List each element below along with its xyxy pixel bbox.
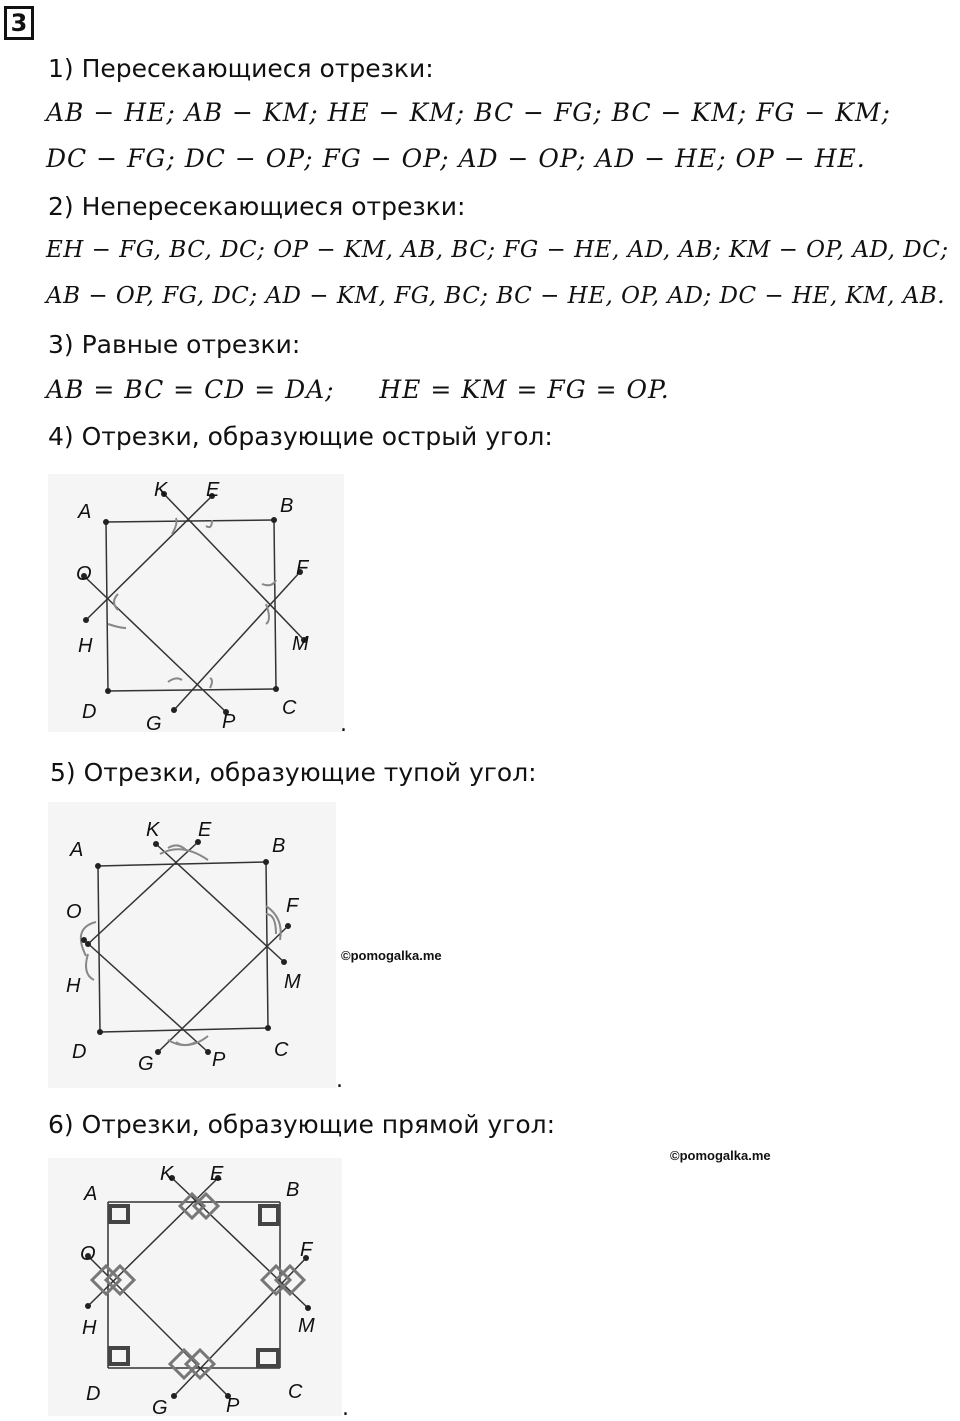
label-E: E	[198, 819, 212, 841]
label-F: F	[286, 895, 299, 917]
figure-3-period: .	[342, 1396, 349, 1421]
label-H: H	[66, 975, 81, 997]
label-D: D	[82, 701, 97, 723]
section-3-line-1: AB = BC = CD = DA; HE = KM = FG = OP.	[46, 375, 670, 404]
label-H: H	[82, 1317, 97, 1339]
figure-acute-angles	[48, 474, 344, 732]
label-E: E	[210, 1163, 224, 1185]
label-A: A	[70, 839, 84, 861]
label-K: K	[146, 819, 160, 841]
section-1-heading: 1) Пересекающиеся отрезки:	[48, 54, 434, 83]
figure-2-period: .	[336, 1068, 343, 1093]
label-D: D	[72, 1041, 87, 1063]
label-M: M	[284, 971, 301, 993]
label-B: B	[280, 495, 294, 517]
label-A: A	[78, 501, 92, 523]
figure-obtuse-angles	[48, 802, 336, 1088]
label-G: G	[152, 1397, 168, 1416]
label-G: G	[146, 713, 162, 732]
label-M: M	[298, 1315, 315, 1337]
label-O: O	[76, 563, 92, 585]
label-B: B	[272, 835, 286, 857]
label-C: C	[282, 697, 297, 719]
section-6-heading: 6) Отрезки, образующие прямой угол:	[48, 1110, 556, 1139]
label-K: K	[160, 1163, 174, 1185]
section-2-line-1: EH − FG, BC, DC; OP − KM, AB, BC; FG − HE, AD, AB; KM − OP, AD, DC;	[46, 237, 949, 263]
section-4-heading: 4) Отрезки, образующие острый угол:	[48, 422, 553, 451]
watermark-2: ©pomogalka.me	[670, 1148, 771, 1163]
label-P: P	[226, 1395, 240, 1416]
label-C: C	[274, 1039, 289, 1061]
task-number: 3	[4, 6, 34, 40]
label-E: E	[206, 479, 220, 501]
label-P: P	[222, 711, 236, 732]
figure-1-period: .	[340, 712, 347, 737]
watermark-1: ©pomogalka.me	[341, 948, 442, 963]
label-B: B	[286, 1179, 300, 1201]
section-3-heading: 3) Равные отрезки:	[48, 330, 301, 359]
label-K: K	[154, 479, 168, 501]
label-H: H	[78, 635, 93, 657]
section-1-line-2: DC − FG; DC − OP; FG − OP; AD − OP; AD − HE; OP − HE.	[46, 144, 866, 173]
label-A: A	[84, 1183, 98, 1205]
section-5-heading: 5) Отрезки, образующие тупой угол:	[50, 758, 537, 787]
section-1-line-1: AB − HE; AB − KM; HE − KM; BC − FG; BC − KM; FG − KM;	[46, 98, 891, 127]
label-M: M	[292, 633, 309, 655]
label-O: O	[80, 1243, 96, 1265]
label-P: P	[212, 1049, 226, 1071]
section-2-heading: 2) Непересекающиеся отрезки:	[48, 192, 466, 221]
label-G: G	[138, 1053, 154, 1075]
label-C: C	[288, 1381, 303, 1403]
section-2-line-2: AB − OP, FG, DC; AD − KM, FG, BC; BC − HE, OP, AD; DC − HE, KM, AB.	[46, 283, 946, 309]
figure-right-angles	[48, 1158, 342, 1416]
label-D: D	[86, 1383, 101, 1405]
label-O: O	[66, 901, 82, 923]
label-F: F	[300, 1239, 313, 1261]
label-F: F	[296, 557, 309, 579]
